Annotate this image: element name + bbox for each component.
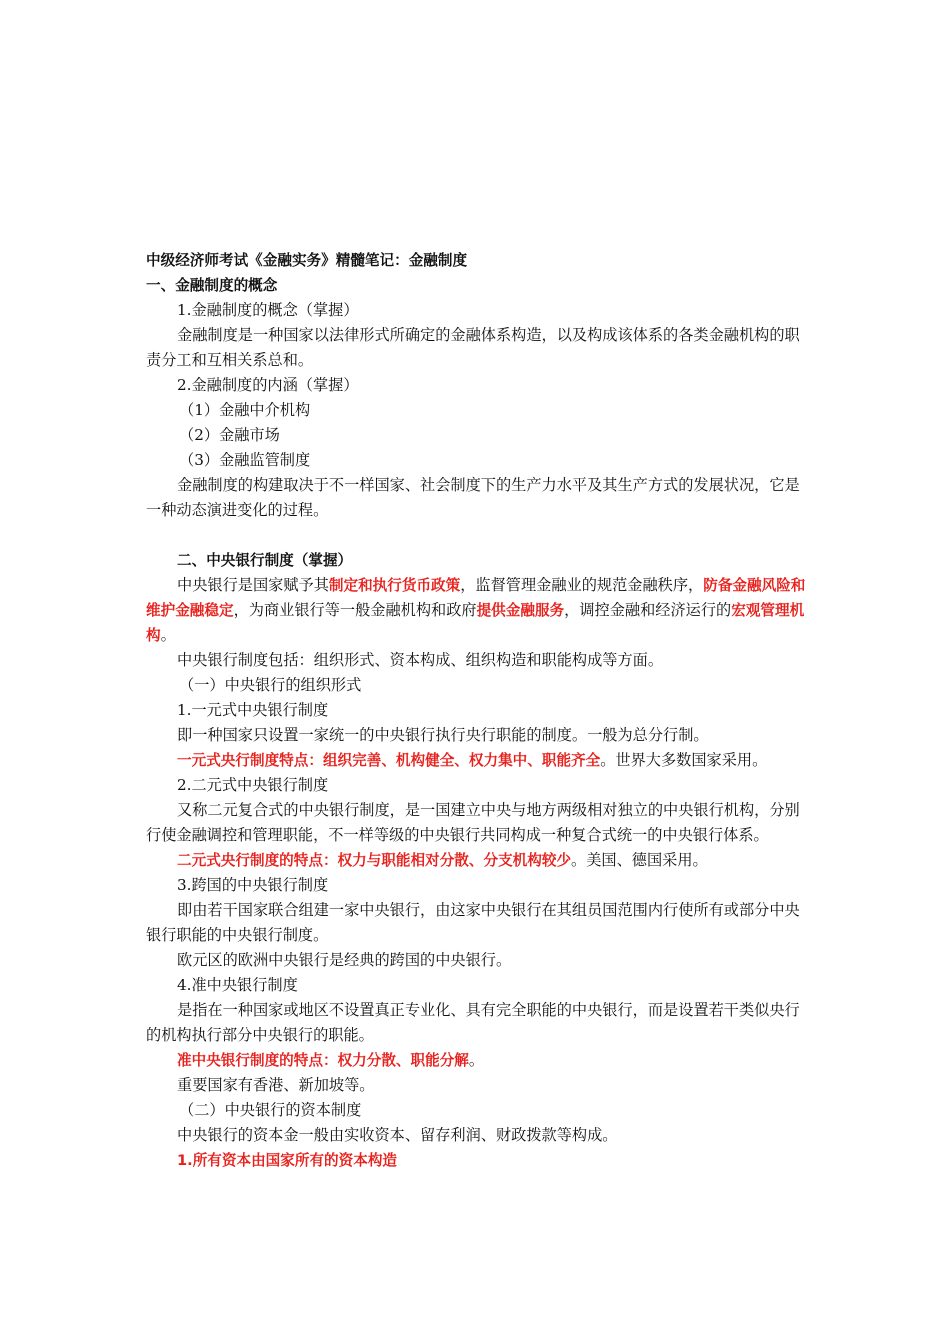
dual-body: 又称二元复合式的中央银行制度，是一国建立中央与地方两级相对独立的中央银行机构，分别行使金融调控和管理职能，不一样等级的中央银行共同构成一种复合式统一的中央银行体系。	[146, 801, 800, 844]
unitary-body: 即一种国家只设置一家统一的中央银行执行央行职能的制度。一般为总分行制。	[177, 726, 709, 744]
intro-text: ，为商业银行等一般金融机构和政府	[233, 601, 477, 619]
intro-highlight: 宏观管理机构	[146, 602, 805, 644]
intro-text: 。	[160, 626, 176, 644]
s2-subheading-1: （一）中央银行的组织形式	[179, 676, 362, 694]
intro-text: ，调控金融和经济运行的	[564, 601, 732, 619]
unitary-features-highlight: 一元式央行制度特点：组织完善、机构健全、权力集中、职能齐全	[177, 752, 601, 769]
intro-highlight: 提供金融服务	[476, 602, 565, 619]
quasi-features-tail: 。	[468, 1051, 485, 1069]
s2-subheading-2: （二）中央银行的资本制度	[179, 1101, 362, 1119]
capital-type-1	[146, 1148, 810, 1173]
dual-title: 2.二元式中央银行制度	[177, 776, 329, 794]
section-1-heading: 一、金融制度的概念	[146, 277, 278, 294]
s1-list-item: （1）金融中介机构	[179, 401, 311, 419]
s1-point-2-title: 2.金融制度的内涵（掌握）	[177, 376, 359, 394]
dual-features	[146, 848, 810, 873]
intro-highlight: 防备金融风险和维护金融稳定	[146, 577, 806, 619]
quasi-features-highlight: 准中央银行制度的特点：权力分散、职能分解	[177, 1052, 469, 1069]
document-page	[146, 248, 810, 1173]
capital-type-1-highlight: 1.所有资本由国家所有的资本构造	[177, 1152, 398, 1169]
intro-text: 中央银行是国家赋予其	[177, 576, 329, 594]
s1-point-2-body: 金融制度的构建取决于不一样国家、社会制度下的生产力水平及其生产方式的发展状况，它是一种动态演进变化的过程。	[146, 476, 800, 519]
dual-features-highlight: 二元式央行制度的特点：权力与职能相对分散、分支机构较少	[177, 852, 572, 869]
transnational-title: 3.跨国的中央银行制度	[177, 876, 329, 894]
intro-text: ，监督管理金融业的规范金融秩序，	[460, 576, 704, 594]
s1-point-1-title: 1.金融制度的概念（掌握）	[177, 301, 359, 319]
s1-list-item: （2）金融市场	[179, 426, 280, 444]
s2-intro-paragraph	[146, 573, 810, 648]
quasi-features	[146, 1048, 810, 1073]
quasi-title: 4.准中央银行制度	[177, 976, 298, 994]
capital-body: 中央银行的资本金一般由实收资本、留存利润、财政拨款等构成。	[177, 1126, 618, 1144]
quasi-body: 是指在一种国家或地区不设置真正专业化、具有完全职能的中央银行，而是设置若干类似央行的机构执行部分中央银行的职能。	[146, 1001, 800, 1044]
quasi-examples: 重要国家有香港、新加坡等。	[177, 1076, 375, 1094]
spacer	[146, 523, 810, 548]
s1-list-item: （3）金融监管制度	[179, 451, 311, 469]
intro-highlight: 制定和执行货币政策	[328, 577, 461, 594]
unitary-title: 1.一元式中央银行制度	[177, 701, 329, 719]
unitary-features	[146, 748, 810, 773]
s2-includes: 中央银行制度包括：组织形式、资本构成、组织构造和职能构成等方面。	[177, 651, 663, 669]
s1-point-1-body: 金融制度是一种国家以法律形式所确定的金融体系构造，以及构成该体系的各类金融机构的职责分工和互相关系总和。	[146, 326, 800, 369]
section-2-heading: 二、中央银行制度（掌握）	[177, 552, 353, 569]
transnational-body: 即由若干国家联合组建一家中央银行，由这家中央银行在其组员国范围内行使所有或部分中央银行职能的中央银行制度。	[146, 901, 800, 944]
dual-features-tail: 。美国、德国采用。	[571, 851, 708, 869]
document-title: 中级经济师考试《金融实务》精髓笔记：金融制度	[146, 252, 468, 269]
transnational-example: 欧元区的欧洲中央银行是经典的跨国的中央银行。	[177, 951, 512, 969]
unitary-features-tail: 。世界大多数国家采用。	[600, 751, 768, 769]
